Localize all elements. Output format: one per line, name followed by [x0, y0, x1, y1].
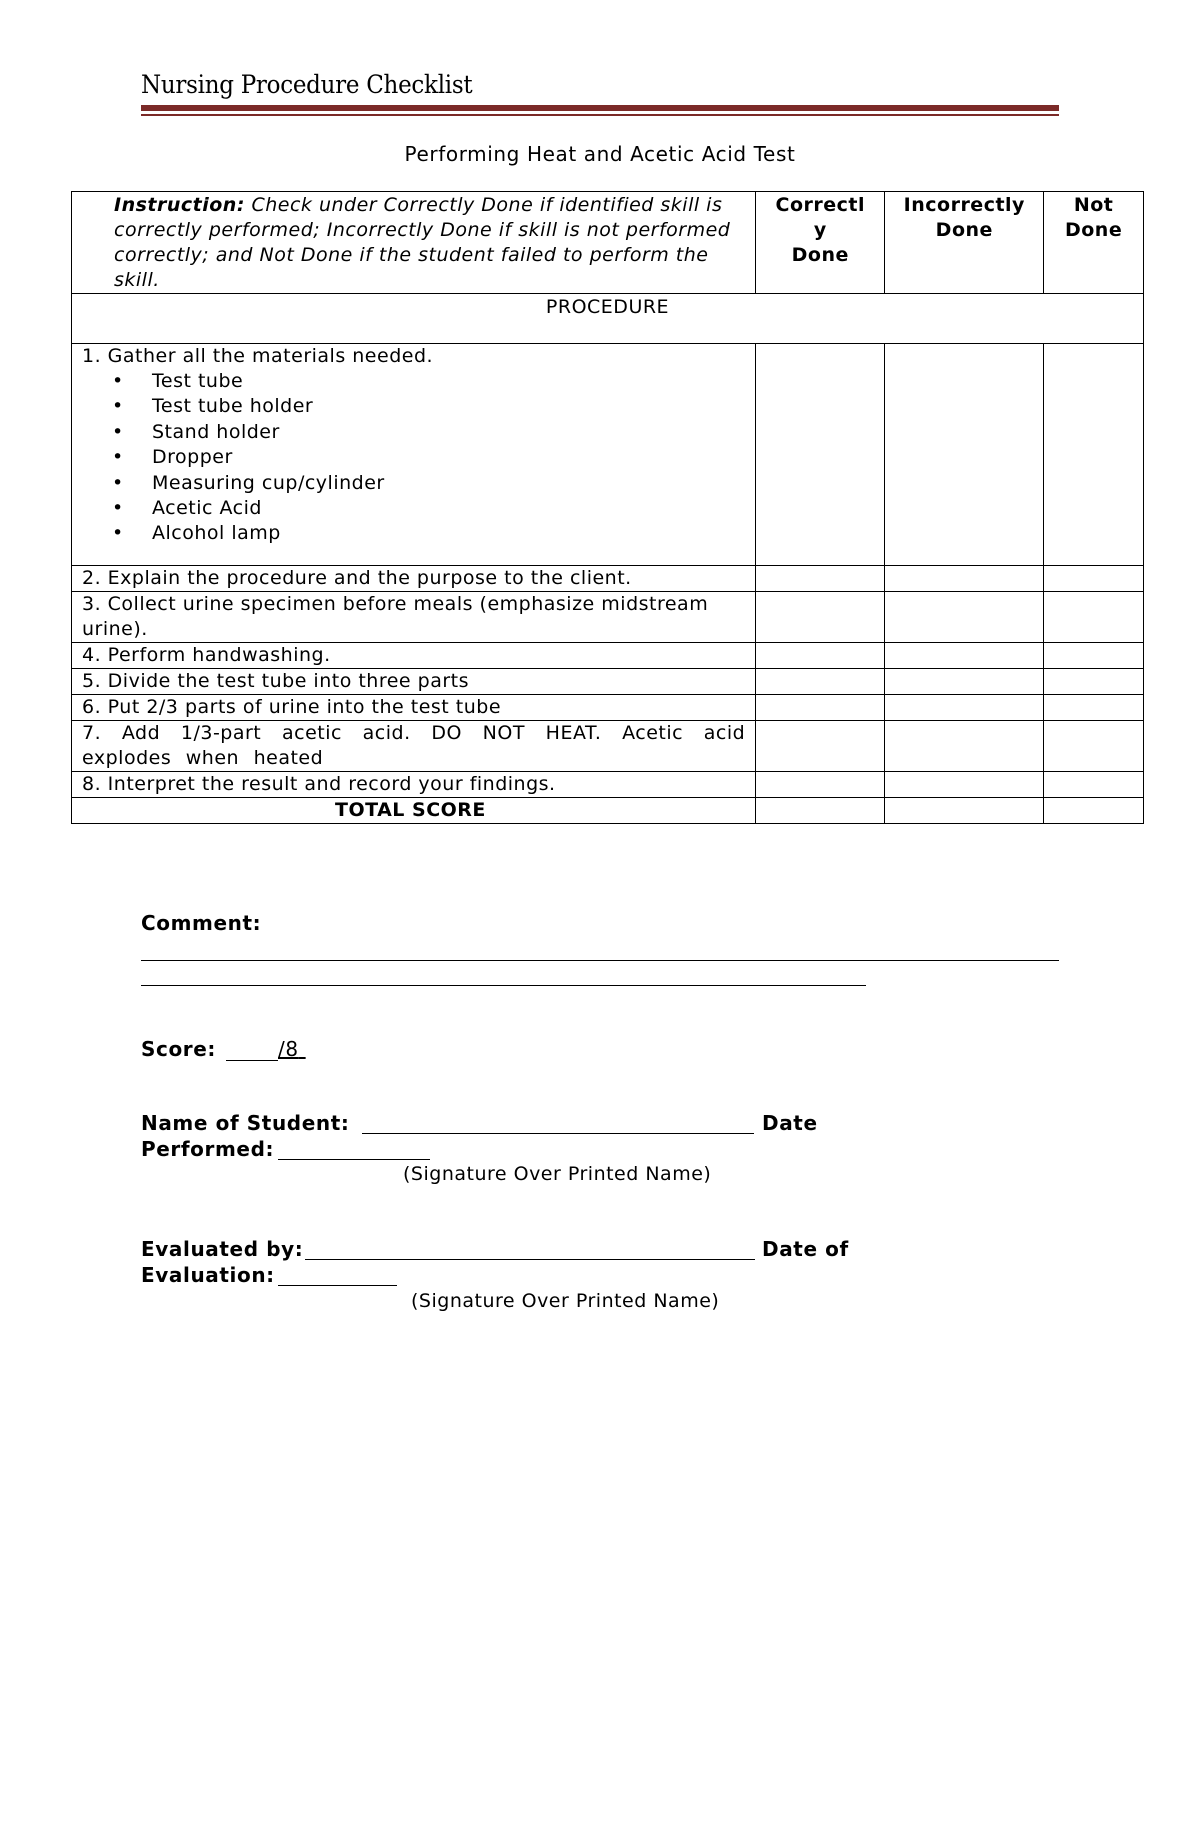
table-row — [72, 592, 1144, 643]
check-cell-correct[interactable] — [756, 643, 885, 669]
check-cell-notdone[interactable] — [1044, 721, 1144, 772]
step-7-cell: 7. Add 1/3-part acetic acid. DO NOT HEAT. Acetic acid explodes when heated — [72, 721, 756, 772]
check-cell-incorrect[interactable] — [885, 772, 1044, 798]
instruction-text: Check under Correctly Done if identified skill is correctly performed; Incorrectly Done if skill is not performed correctly; and Not Done if the student failed to perform the skill. — [114, 194, 731, 291]
comment-label: Comment: — [141, 911, 262, 935]
table-row — [72, 566, 1144, 592]
score-label: Score: — [141, 1037, 217, 1061]
table-row — [72, 344, 1144, 566]
list-item: • Measuring cup/cylinder — [112, 471, 745, 496]
list-item: • Acetic Acid — [112, 496, 745, 521]
col-notdone-line1: Not — [1073, 194, 1114, 216]
col-correct-line2: y — [813, 219, 827, 241]
evaluated-by-label: Evaluated by: — [141, 1237, 304, 1261]
date-performed-label-2: Performed: — [141, 1137, 275, 1161]
table-row — [72, 695, 1144, 721]
col-header-incorrectly-done — [885, 192, 1044, 294]
evaluator-signature-caption: (Signature Over Printed Name) — [411, 1290, 720, 1312]
list-item: • Test tube — [112, 369, 745, 394]
table-row — [72, 669, 1144, 695]
student-signature-caption: (Signature Over Printed Name) — [403, 1163, 712, 1185]
student-name-label: Name of Student: — [141, 1111, 350, 1135]
col-correct-line1: Correctl — [775, 194, 866, 216]
step-1-cell — [72, 344, 756, 566]
check-cell-incorrect[interactable] — [885, 669, 1044, 695]
check-cell-incorrect[interactable] — [885, 695, 1044, 721]
check-cell-correct[interactable] — [756, 592, 885, 643]
step-2-cell: 2. Explain the procedure and the purpose to the client. — [72, 566, 756, 592]
step-4-cell: 4. Perform handwashing. — [72, 643, 756, 669]
step-3-cell: 3. Collect urine specimen before meals (emphasize midstream urine). — [72, 592, 756, 643]
procedure-checklist-table — [71, 191, 1144, 824]
step-1-text: 1. Gather all the materials needed. — [82, 345, 434, 367]
table-row — [72, 721, 1144, 772]
check-cell-incorrect[interactable] — [885, 566, 1044, 592]
list-item: • Test tube holder — [112, 394, 745, 419]
date-evaluation-label-2: Evaluation: — [141, 1263, 275, 1287]
total-score-label: TOTAL SCORE — [72, 798, 756, 824]
table-header-row — [72, 192, 1144, 294]
check-cell-incorrect[interactable] — [885, 592, 1044, 643]
check-cell-correct[interactable] — [756, 344, 885, 566]
check-cell-correct[interactable] — [756, 721, 885, 772]
check-cell-notdone[interactable] — [1044, 772, 1144, 798]
page-header-title: Nursing Procedure Checklist — [141, 70, 473, 99]
col-incorrect-line2: Done — [935, 219, 993, 241]
list-item: • Stand holder — [112, 420, 745, 445]
header-rule-thin — [141, 114, 1059, 116]
check-cell-correct[interactable] — [756, 566, 885, 592]
total-cell-notdone[interactable] — [1044, 798, 1144, 824]
step-8-cell: 8. Interpret the result and record your findings. — [72, 772, 756, 798]
check-cell-notdone[interactable] — [1044, 566, 1144, 592]
instruction-cell — [72, 192, 756, 294]
check-cell-correct[interactable] — [756, 669, 885, 695]
score-value — [278, 1037, 306, 1061]
check-cell-correct[interactable] — [756, 772, 885, 798]
instruction-label: Instruction: — [114, 194, 245, 216]
col-header-correctly-done — [756, 192, 885, 294]
total-cell-correct[interactable] — [756, 798, 885, 824]
table-row — [72, 772, 1144, 798]
col-incorrect-line1: Incorrectly — [903, 194, 1025, 216]
check-cell-notdone[interactable] — [1044, 695, 1144, 721]
materials-list — [82, 369, 745, 547]
list-item: • Alcohol lamp — [112, 521, 745, 546]
date-evaluation-line[interactable] — [278, 1285, 397, 1286]
check-cell-incorrect[interactable] — [885, 721, 1044, 772]
document-title — [0, 142, 1200, 166]
procedure-header: PROCEDURE — [72, 294, 1144, 344]
document-title-text: Performing Heat and Acetic Acid Test — [404, 142, 796, 166]
check-cell-notdone[interactable] — [1044, 643, 1144, 669]
comment-line-2[interactable] — [141, 985, 866, 986]
check-cell-notdone[interactable] — [1044, 592, 1144, 643]
check-cell-notdone[interactable] — [1044, 669, 1144, 695]
score-blank[interactable] — [226, 1060, 278, 1061]
check-cell-correct[interactable] — [756, 695, 885, 721]
total-cell-incorrect[interactable] — [885, 798, 1044, 824]
check-cell-incorrect[interactable] — [885, 643, 1044, 669]
col-notdone-line2: Done — [1064, 219, 1123, 241]
list-item: • Dropper — [112, 445, 745, 470]
date-evaluation-label-1: Date of — [762, 1237, 849, 1261]
date-performed-line[interactable] — [278, 1159, 430, 1160]
student-name-line[interactable] — [362, 1133, 754, 1134]
check-cell-incorrect[interactable] — [885, 344, 1044, 566]
total-score-row — [72, 798, 1144, 824]
evaluated-by-line[interactable] — [305, 1259, 755, 1260]
col-correct-line3: Done — [791, 244, 849, 266]
date-performed-label-1: Date — [762, 1111, 818, 1135]
header-rule — [141, 105, 1059, 111]
step-6-cell: 6. Put 2/3 parts of urine into the test tube — [72, 695, 756, 721]
score-denominator: /8 — [278, 1037, 299, 1061]
check-cell-notdone[interactable] — [1044, 344, 1144, 566]
table-row — [72, 643, 1144, 669]
procedure-header-row — [72, 294, 1144, 344]
step-5-cell: 5. Divide the test tube into three parts — [72, 669, 756, 695]
col-header-not-done — [1044, 192, 1144, 294]
comment-line-1[interactable] — [141, 960, 1059, 961]
